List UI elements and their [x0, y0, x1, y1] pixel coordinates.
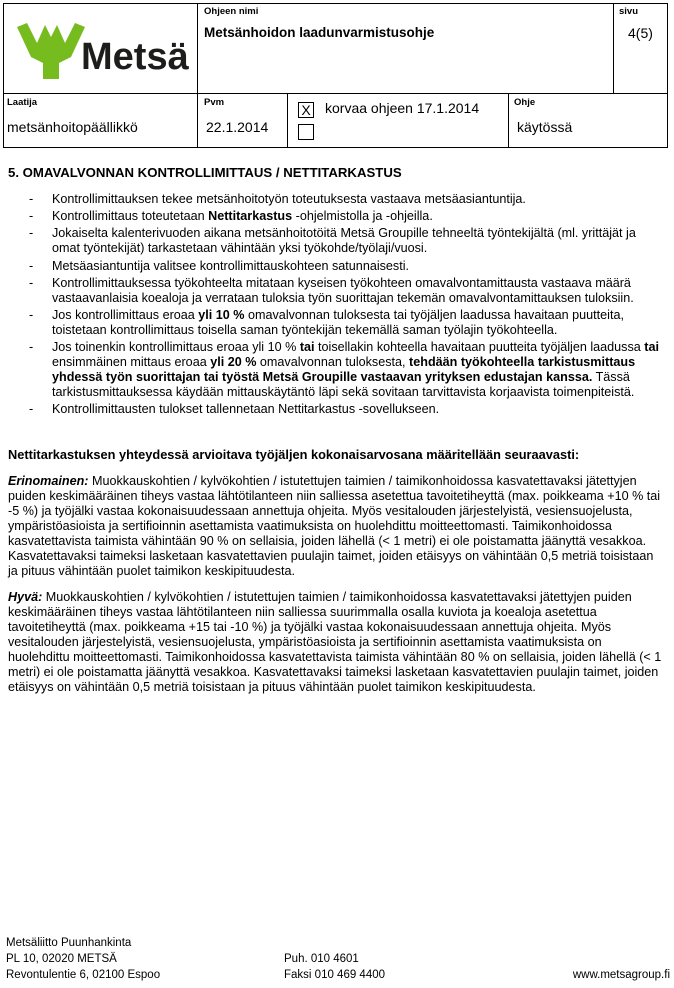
- author-label: Laatija: [7, 97, 38, 108]
- list-item: - Jos toinenkin kontrollimittaus eroaa yli 10 % tai toisellakin kohteella havaitaan puutteita työjäljen laadussa tai ensimmäinen mittaus eroaa yli 20 % omavalvonnan tuloksesta, tehdään työkohteella tarkistusmittaus yhdessä työn suorittajan tai työstä Metsä Groupille vastaavan yrityksen edustajan kanssa. Tässä tarkistusmittauksessa käydään mittauskäytäntö läpi sekä sovitaan tarvittavista korjaavista toimenpiteistä.: [8, 340, 663, 400]
- replaces-text: korvaa ohjeen 17.1.2014: [325, 100, 480, 116]
- document-header: [3, 3, 668, 148]
- footer-fax: Faksi 010 469 4400: [284, 969, 386, 981]
- list-item: - Kontrollimittauksen tekee metsänhoitotyön toteutuksesta vastaava metsäasiantuntija.: [8, 192, 663, 207]
- list-item: - Jos kontrollimittaus eroaa yli 10 % omavalvonnan tuloksesta tai työjäljen laadussa havaitaan puutteita, toistetaan kontrollimittaus toisella saman työntekijän tekemällä saman työlajin työkohteella.: [8, 308, 663, 338]
- page-label: sivu: [619, 6, 639, 17]
- list-item: - Kontrollimittauksessa työkohteelta mitataan kyseisen työkohteen omavalvontamittausta vastaava määrä vastaavanlaisia koealoja ja verrataan tuloksia työn suorittajan tekemän omavalvontamittauksen tuloksiin.: [8, 276, 663, 306]
- grade-excellent-term: Erinomainen:: [8, 474, 89, 489]
- footer-contacts: [284, 951, 385, 983]
- status-value: käytössä: [517, 119, 573, 135]
- author-value: metsänhoitopäällikkö: [7, 119, 138, 135]
- logo-text: Metsä: [81, 36, 189, 78]
- list-item: - Metsäasiantuntija valitsee kontrollimittauskohteen satunnaisesti.: [8, 259, 663, 274]
- footer-website-link[interactable]: www.metsagroup.fi: [572, 969, 670, 981]
- list-item: - Jokaiselta kalenterivuoden aikana metsänhoitotöitä Metsä Groupille tehneeltä työntekijältä (ml. yrittäjät ja omat työntekijät) tarkastetaan vähintään yksi työkohde/työlaji/vuosi.: [8, 226, 663, 256]
- control-measurement-list: [8, 192, 663, 417]
- grade-excellent: Erinomainen: Muokkauskohtien / kylvökohtien / istutettujen taimien / taimikonhoidossa kasvatettavaksi jätettyjen puiden keskimääräinen tiheys vastaa lähtötilanteen niin salliessa asetettua tavoitetiheyttä (max. poikkeama +10 % tai -5 %) ja työjälki vastaa kokonaisuudessaan annettuja ohjeita. Myös vesitalouden järjestelyistä, vesiensuojelusta, ympäristöasioista ja sertifioinnin asettamista vaatimuksista on huolehdittu moitteettomasti. Taimikonhoidossa kasvatettavista taimista vähintään 90 % on sellaisia, joiden lähellä (< 1 metri) ei ole poistamatta jäänyttä vesakkoa. Kasvatettavaksi taimeksi lasketaan kasvatettavien puulajin taimet, joiden etäisyys on vähintään 0,5 metriä toisistaan ja pituus vähintään puolet taimikon keskipituudesta.: [8, 474, 661, 579]
- empty-checkbox[interactable]: [298, 124, 314, 140]
- status-label: Ohje: [514, 97, 536, 108]
- assessment-heading: Nettitarkastuksen yhteydessä arvioitava työjäljen kokonaisarvosana määritellään seuraavasti:: [8, 447, 580, 463]
- footer-org: Metsäliitto Puunhankinta: [6, 937, 132, 949]
- section-heading: 5. OMAVALVONNAN KONTROLLIMITTAUS / NETTITARKASTUS: [8, 165, 402, 180]
- footer-street: Revontulentie 6, 02100 Espoo: [6, 969, 161, 981]
- instruction-name: Metsänhoidon laadunvarmistusohje: [204, 25, 435, 40]
- moose-antler-icon: [11, 17, 91, 83]
- date-value: 22.1.2014: [206, 119, 269, 135]
- footer-pobox: PL 10, 02020 METSÄ: [6, 953, 117, 965]
- grade-good-term: Hyvä:: [8, 590, 43, 605]
- replaces-checkbox[interactable]: X: [298, 102, 314, 118]
- list-item: - Kontrollimittausten tulokset tallennetaan Nettitarkastus -sovellukseen.: [8, 402, 663, 417]
- footer-address: [6, 935, 160, 983]
- main-content: [8, 165, 663, 706]
- footer-phone: Puh. 010 4601: [284, 953, 359, 965]
- page-number: 4(5): [628, 25, 653, 41]
- instruction-name-label: Ohjeen nimi: [204, 6, 259, 17]
- list-item: - Kontrollimittaus toteutetaan Nettitarkastus -ohjelmistolla ja -ohjeilla.: [8, 209, 663, 224]
- grade-good: Hyvä: Muokkauskohtien / kylvökohtien / istutettujen taimien / taimikonhoidossa kasvatettavaksi jätettyjen puiden keskimääräinen tiheys vastaa lähtötilanteen niin salliessa suurimmalla osalla kuviota ja koealoja asetettua tavoitetiheyttä (max. poikkeama +15 tai -10 %) ja työjälki vastaa kokonaisuudessaan annettuja ohjeita. Myös vesitalouden järjestelyistä, vesiensuojelusta, ympäristöasioista ja sertifioinnin asettamista vaatimuksista on huolehdittu moitteettomasti. Taimikonhoidossa kasvatettavista taimista vähintään 80 % on sellaisia, joiden lähellä (< 1 metri) ei ole poistamatta jäänyttä vesakkoa. Kasvatettavaksi taimeksi lasketaan kasvatettavien puulajin taimet, joiden etäisyys on vähintään 0,5 metriä toisistaan ja pituus vähintään puolet taimikon keskipituudesta.: [8, 590, 662, 695]
- date-label: Pvm: [204, 97, 225, 108]
- metsa-logo: [11, 17, 193, 83]
